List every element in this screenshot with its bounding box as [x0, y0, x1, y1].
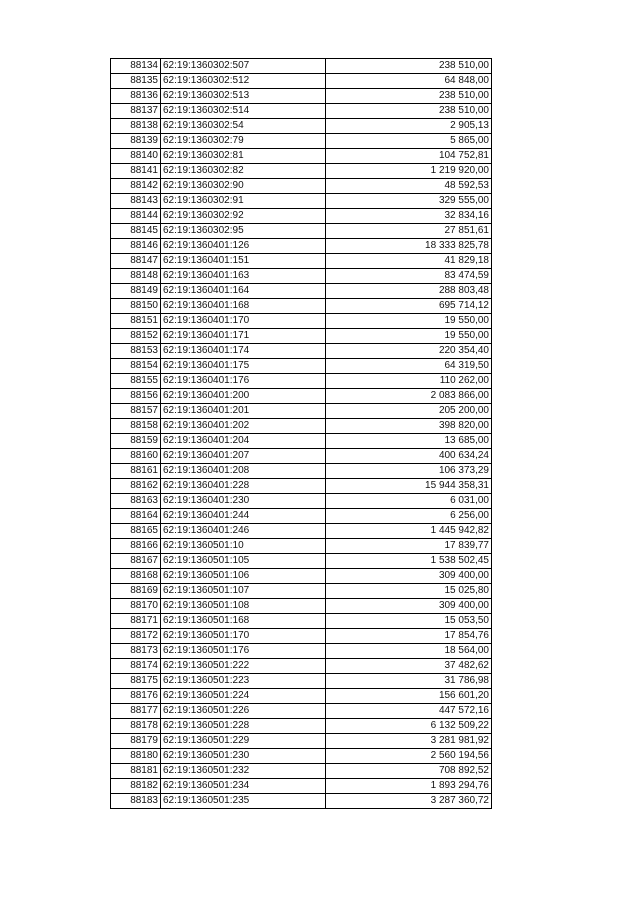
table-row	[111, 449, 492, 464]
table-row	[111, 509, 492, 524]
row-number-cell: 88142	[111, 179, 161, 194]
row-number-cell: 88153	[111, 344, 161, 359]
cadastral-number-cell: 62:19:1360401:151	[161, 254, 326, 269]
row-number-cell: 88167	[111, 554, 161, 569]
table-row	[111, 74, 492, 89]
cadastral-number-cell: 62:19:1360401:168	[161, 299, 326, 314]
cadastral-number-cell: 62:19:1360302:514	[161, 104, 326, 119]
cadastral-value-cell: 238 510,00	[326, 104, 492, 119]
row-number-cell: 88168	[111, 569, 161, 584]
cadastral-value-cell: 156 601,20	[326, 689, 492, 704]
cadastral-number-cell: 62:19:1360401:176	[161, 374, 326, 389]
row-number-cell: 88179	[111, 734, 161, 749]
row-number-cell: 88143	[111, 194, 161, 209]
table-row	[111, 149, 492, 164]
table-row	[111, 539, 492, 554]
row-number-cell: 88151	[111, 314, 161, 329]
cadastral-value-cell: 238 510,00	[326, 89, 492, 104]
row-number-cell: 88160	[111, 449, 161, 464]
cadastral-number-cell: 62:19:1360401:228	[161, 479, 326, 494]
cadastral-value-cell: 708 892,52	[326, 764, 492, 779]
cadastral-number-cell: 62:19:1360401:207	[161, 449, 326, 464]
cadastral-number-cell: 62:19:1360401:230	[161, 494, 326, 509]
table-row	[111, 164, 492, 179]
row-number-cell: 88163	[111, 494, 161, 509]
row-number-cell: 88182	[111, 779, 161, 794]
table-row	[111, 749, 492, 764]
row-number-cell: 88169	[111, 584, 161, 599]
cadastral-number-cell: 62:19:1360501:10	[161, 539, 326, 554]
cadastral-number-cell: 62:19:1360401:171	[161, 329, 326, 344]
row-number-cell: 88135	[111, 74, 161, 89]
cadastral-value-cell: 32 834,16	[326, 209, 492, 224]
cadastral-number-cell: 62:19:1360401:202	[161, 419, 326, 434]
row-number-cell: 88155	[111, 374, 161, 389]
table-row	[111, 689, 492, 704]
row-number-cell: 88172	[111, 629, 161, 644]
table-row	[111, 464, 492, 479]
row-number-cell: 88161	[111, 464, 161, 479]
row-number-cell: 88148	[111, 269, 161, 284]
table-row	[111, 629, 492, 644]
cadastral-value-cell: 48 592,53	[326, 179, 492, 194]
cadastral-value-cell: 238 510,00	[326, 59, 492, 74]
table-row	[111, 374, 492, 389]
cadastral-number-cell: 62:19:1360501:235	[161, 794, 326, 809]
cadastral-value-cell: 15 025,80	[326, 584, 492, 599]
cadastral-value-cell: 3 287 360,72	[326, 794, 492, 809]
cadastral-number-cell: 62:19:1360501:232	[161, 764, 326, 779]
table-row	[111, 779, 492, 794]
cadastral-value-cell: 1 538 502,45	[326, 554, 492, 569]
table-row	[111, 614, 492, 629]
row-number-cell: 88154	[111, 359, 161, 374]
table-row	[111, 89, 492, 104]
table-row	[111, 389, 492, 404]
table-row	[111, 284, 492, 299]
row-number-cell: 88166	[111, 539, 161, 554]
table-row	[111, 674, 492, 689]
cadastral-value-cell: 220 354,40	[326, 344, 492, 359]
cadastral-number-cell: 62:19:1360501:228	[161, 719, 326, 734]
cadastral-value-cell: 329 555,00	[326, 194, 492, 209]
cadastral-value-cell: 288 803,48	[326, 284, 492, 299]
table-row	[111, 434, 492, 449]
cadastral-number-cell: 62:19:1360501:106	[161, 569, 326, 584]
row-number-cell: 88158	[111, 419, 161, 434]
row-number-cell: 88144	[111, 209, 161, 224]
cadastral-value-cell: 13 685,00	[326, 434, 492, 449]
cadastral-number-cell: 62:19:1360302:81	[161, 149, 326, 164]
table-row	[111, 359, 492, 374]
cadastral-value-cell: 309 400,00	[326, 569, 492, 584]
row-number-cell: 88157	[111, 404, 161, 419]
cadastral-value-cell: 400 634,24	[326, 449, 492, 464]
table-row	[111, 179, 492, 194]
row-number-cell: 88147	[111, 254, 161, 269]
cadastral-value-table	[110, 58, 492, 809]
cadastral-value-cell: 41 829,18	[326, 254, 492, 269]
table-row	[111, 644, 492, 659]
cadastral-value-cell: 695 714,12	[326, 299, 492, 314]
row-number-cell: 88165	[111, 524, 161, 539]
row-number-cell: 88146	[111, 239, 161, 254]
cadastral-number-cell: 62:19:1360302:512	[161, 74, 326, 89]
cadastral-number-cell: 62:19:1360401:200	[161, 389, 326, 404]
cadastral-number-cell: 62:19:1360401:204	[161, 434, 326, 449]
table-row	[111, 239, 492, 254]
cadastral-number-cell: 62:19:1360401:164	[161, 284, 326, 299]
cadastral-number-cell: 62:19:1360501:168	[161, 614, 326, 629]
cadastral-value-cell: 18 564,00	[326, 644, 492, 659]
cadastral-value-cell: 15 944 358,31	[326, 479, 492, 494]
table-row	[111, 584, 492, 599]
table-row	[111, 104, 492, 119]
table-row	[111, 224, 492, 239]
table-row	[111, 599, 492, 614]
row-number-cell: 88134	[111, 59, 161, 74]
row-number-cell: 88150	[111, 299, 161, 314]
cadastral-number-cell: 62:19:1360401:175	[161, 359, 326, 374]
table-row	[111, 209, 492, 224]
row-number-cell: 88162	[111, 479, 161, 494]
table-row	[111, 554, 492, 569]
cadastral-value-cell: 2 905,13	[326, 119, 492, 134]
row-number-cell: 88137	[111, 104, 161, 119]
cadastral-number-cell: 62:19:1360302:92	[161, 209, 326, 224]
cadastral-number-cell: 62:19:1360501:222	[161, 659, 326, 674]
row-number-cell: 88152	[111, 329, 161, 344]
cadastral-value-cell: 6 256,00	[326, 509, 492, 524]
cadastral-value-cell: 19 550,00	[326, 329, 492, 344]
cadastral-number-cell: 62:19:1360501:176	[161, 644, 326, 659]
table-row	[111, 764, 492, 779]
row-number-cell: 88173	[111, 644, 161, 659]
table-row	[111, 704, 492, 719]
cadastral-value-cell: 6 132 509,22	[326, 719, 492, 734]
cadastral-value-cell: 398 820,00	[326, 419, 492, 434]
table-row	[111, 254, 492, 269]
table-body	[111, 59, 492, 809]
cadastral-number-cell: 62:19:1360401:170	[161, 314, 326, 329]
cadastral-number-cell: 62:19:1360302:91	[161, 194, 326, 209]
table-row	[111, 404, 492, 419]
cadastral-value-cell: 3 281 981,92	[326, 734, 492, 749]
row-number-cell: 88156	[111, 389, 161, 404]
table-row	[111, 329, 492, 344]
cadastral-value-cell: 27 851,61	[326, 224, 492, 239]
cadastral-value-cell: 104 752,81	[326, 149, 492, 164]
cadastral-value-cell: 2 560 194,56	[326, 749, 492, 764]
cadastral-value-cell: 309 400,00	[326, 599, 492, 614]
cadastral-number-cell: 62:19:1360501:170	[161, 629, 326, 644]
cadastral-number-cell: 62:19:1360501:224	[161, 689, 326, 704]
cadastral-number-cell: 62:19:1360302:95	[161, 224, 326, 239]
cadastral-number-cell: 62:19:1360302:507	[161, 59, 326, 74]
cadastral-number-cell: 62:19:1360302:82	[161, 164, 326, 179]
row-number-cell: 88141	[111, 164, 161, 179]
cadastral-value-cell: 106 373,29	[326, 464, 492, 479]
cadastral-value-cell: 64 848,00	[326, 74, 492, 89]
row-number-cell: 88180	[111, 749, 161, 764]
table-row	[111, 659, 492, 674]
row-number-cell: 88178	[111, 719, 161, 734]
cadastral-number-cell: 62:19:1360501:108	[161, 599, 326, 614]
cadastral-value-cell: 447 572,16	[326, 704, 492, 719]
row-number-cell: 88176	[111, 689, 161, 704]
cadastral-value-cell: 110 262,00	[326, 374, 492, 389]
cadastral-number-cell: 62:19:1360401:126	[161, 239, 326, 254]
cadastral-value-cell: 5 865,00	[326, 134, 492, 149]
table-row	[111, 269, 492, 284]
cadastral-number-cell: 62:19:1360401:244	[161, 509, 326, 524]
cadastral-number-cell: 62:19:1360302:90	[161, 179, 326, 194]
row-number-cell: 88170	[111, 599, 161, 614]
cadastral-value-cell: 1 219 920,00	[326, 164, 492, 179]
cadastral-value-cell: 15 053,50	[326, 614, 492, 629]
row-number-cell: 88139	[111, 134, 161, 149]
table-row	[111, 299, 492, 314]
cadastral-number-cell: 62:19:1360501:226	[161, 704, 326, 719]
table-row	[111, 524, 492, 539]
row-number-cell: 88171	[111, 614, 161, 629]
cadastral-number-cell: 62:19:1360401:174	[161, 344, 326, 359]
cadastral-value-cell: 1 445 942,82	[326, 524, 492, 539]
row-number-cell: 88140	[111, 149, 161, 164]
table-row	[111, 419, 492, 434]
cadastral-value-cell: 64 319,50	[326, 359, 492, 374]
row-number-cell: 88174	[111, 659, 161, 674]
table-row	[111, 59, 492, 74]
row-number-cell: 88183	[111, 794, 161, 809]
row-number-cell: 88164	[111, 509, 161, 524]
cadastral-value-cell: 6 031,00	[326, 494, 492, 509]
row-number-cell: 88181	[111, 764, 161, 779]
cadastral-value-cell: 1 893 294,76	[326, 779, 492, 794]
cadastral-number-cell: 62:19:1360501:234	[161, 779, 326, 794]
cadastral-value-cell: 18 333 825,78	[326, 239, 492, 254]
cadastral-number-cell: 62:19:1360401:246	[161, 524, 326, 539]
row-number-cell: 88136	[111, 89, 161, 104]
cadastral-number-cell: 62:19:1360501:229	[161, 734, 326, 749]
cadastral-number-cell: 62:19:1360302:513	[161, 89, 326, 104]
row-number-cell: 88145	[111, 224, 161, 239]
cadastral-value-cell: 37 482,62	[326, 659, 492, 674]
cadastral-number-cell: 62:19:1360501:223	[161, 674, 326, 689]
row-number-cell: 88159	[111, 434, 161, 449]
cadastral-value-cell: 2 083 866,00	[326, 389, 492, 404]
table-row	[111, 119, 492, 134]
table-row	[111, 134, 492, 149]
row-number-cell: 88177	[111, 704, 161, 719]
row-number-cell: 88175	[111, 674, 161, 689]
cadastral-number-cell: 62:19:1360401:163	[161, 269, 326, 284]
cadastral-number-cell: 62:19:1360401:208	[161, 464, 326, 479]
table-row	[111, 569, 492, 584]
cadastral-number-cell: 62:19:1360401:201	[161, 404, 326, 419]
table-row	[111, 719, 492, 734]
cadastral-number-cell: 62:19:1360302:79	[161, 134, 326, 149]
cadastral-number-cell: 62:19:1360501:230	[161, 749, 326, 764]
cadastral-value-cell: 17 839,77	[326, 539, 492, 554]
table-row	[111, 494, 492, 509]
cadastral-value-cell: 19 550,00	[326, 314, 492, 329]
table-row	[111, 479, 492, 494]
cadastral-number-cell: 62:19:1360501:105	[161, 554, 326, 569]
cadastral-number-cell: 62:19:1360302:54	[161, 119, 326, 134]
table-row	[111, 794, 492, 809]
table-row	[111, 194, 492, 209]
table-row	[111, 314, 492, 329]
table-row	[111, 734, 492, 749]
cadastral-value-cell: 31 786,98	[326, 674, 492, 689]
cadastral-value-cell: 17 854,76	[326, 629, 492, 644]
cadastral-value-cell: 83 474,59	[326, 269, 492, 284]
table-row	[111, 344, 492, 359]
cadastral-value-cell: 205 200,00	[326, 404, 492, 419]
row-number-cell: 88138	[111, 119, 161, 134]
cadastral-number-cell: 62:19:1360501:107	[161, 584, 326, 599]
row-number-cell: 88149	[111, 284, 161, 299]
